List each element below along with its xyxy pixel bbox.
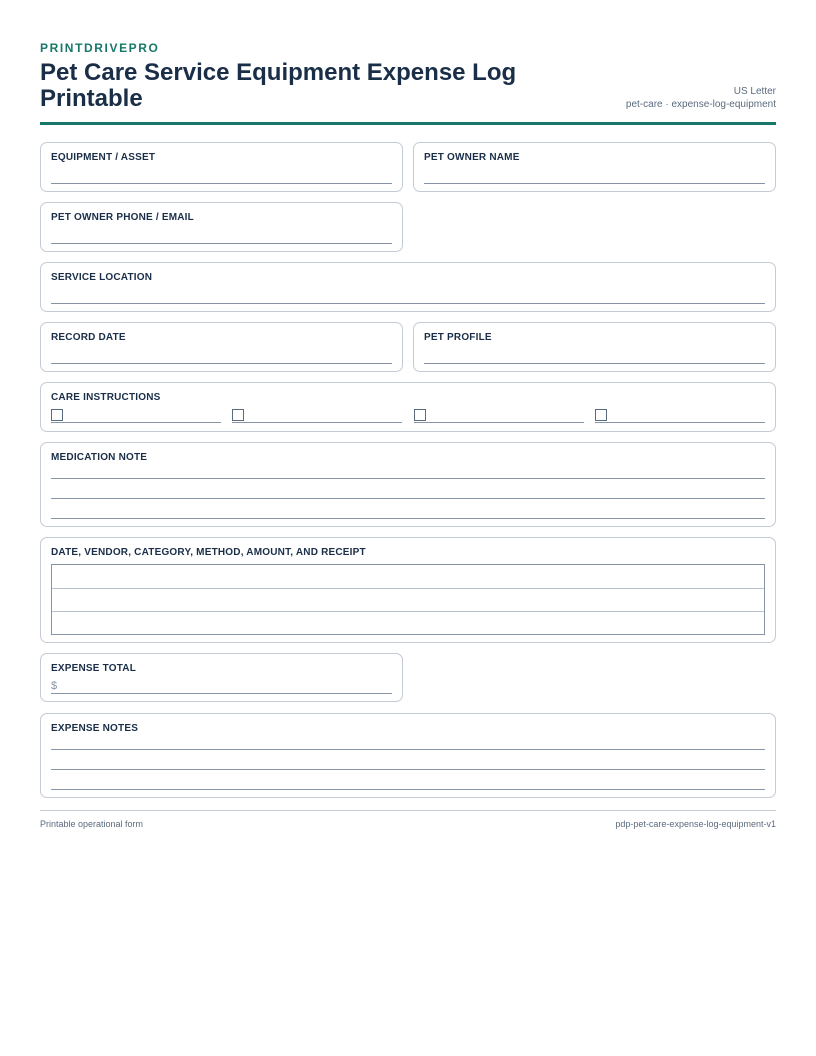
pet-owner-contact-field[interactable] [40, 202, 403, 252]
checkbox[interactable] [595, 409, 607, 421]
field-label: EQUIPMENT / ASSET [51, 152, 156, 163]
write-line [595, 422, 765, 423]
pet-profile-field[interactable] [413, 322, 776, 372]
write-line [51, 243, 392, 244]
care-checklist-item[interactable] [595, 409, 765, 423]
form-id: pdp-pet-care-expense-log-equipment-v1 [615, 819, 776, 829]
care-checklist-item[interactable] [51, 409, 221, 423]
expense-entries-field [40, 537, 776, 643]
write-line [424, 363, 765, 364]
write-line [51, 183, 392, 184]
field-label: PET PROFILE [424, 332, 492, 343]
field-label: DATE, VENDOR, CATEGORY, METHOD, AMOUNT, AND RECEIPT [51, 547, 366, 558]
table-row-divider [52, 588, 764, 589]
write-line [232, 422, 402, 423]
brand-name: PRINTDRIVEPRO [40, 41, 160, 55]
medication-note-field[interactable] [40, 442, 776, 527]
field-label: EXPENSE NOTES [51, 723, 139, 734]
checkbox[interactable] [51, 409, 63, 421]
write-line [51, 498, 765, 499]
write-line [51, 363, 392, 364]
field-label: CARE INSTRUCTIONS [51, 392, 161, 403]
write-line [414, 422, 584, 423]
write-line [51, 422, 221, 423]
write-line [51, 789, 765, 790]
field-label: MEDICATION NOTE [51, 452, 148, 463]
care-instructions-field [40, 382, 776, 432]
field-label: PET OWNER NAME [424, 152, 520, 163]
currency-prefix: $ [51, 680, 58, 692]
equipment-asset-field[interactable] [40, 142, 403, 192]
field-label: RECORD DATE [51, 332, 126, 343]
write-line [51, 693, 392, 694]
header-divider [40, 122, 776, 125]
table-row-divider [52, 611, 764, 612]
form-tags: pet-care · expense-log-equipment [625, 99, 776, 110]
field-label: SERVICE LOCATION [51, 272, 153, 283]
field-label: EXPENSE TOTAL [51, 663, 137, 674]
paper-size: US Letter [733, 86, 776, 97]
checkbox[interactable] [232, 409, 244, 421]
page-meta [626, 85, 776, 111]
write-line [51, 518, 765, 519]
write-line [51, 303, 765, 304]
checkbox[interactable] [414, 409, 426, 421]
write-line [51, 769, 765, 770]
record-date-field[interactable] [40, 322, 403, 372]
service-location-field[interactable] [40, 262, 776, 312]
care-checklist-item[interactable] [414, 409, 584, 423]
expense-table [51, 564, 765, 635]
care-checklist-item[interactable] [232, 409, 402, 423]
write-line [424, 183, 765, 184]
write-line [51, 749, 765, 750]
pet-owner-name-field[interactable] [413, 142, 776, 192]
field-label: PET OWNER PHONE / EMAIL [51, 212, 194, 223]
expense-total-field[interactable] [40, 653, 403, 702]
footer-caption: Printable operational form [40, 819, 144, 829]
write-line [51, 478, 765, 479]
footer-divider [40, 810, 776, 811]
page-title: Pet Care Service Equipment Expense Log Printable [40, 59, 517, 112]
expense-notes-field[interactable] [40, 713, 776, 798]
